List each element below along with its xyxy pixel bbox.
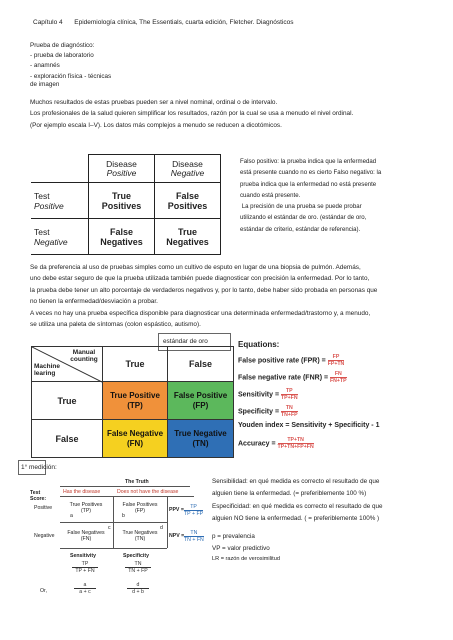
paragraph-2 (30, 262, 377, 330)
para-line: uno debe estar seguro de que la prueba utilizada también puede diagnosticar con precisión la enfermedad. Por lo tanto, (30, 275, 370, 283)
def-line: p = prevalencia (212, 533, 255, 540)
cell-c: c (108, 525, 111, 531)
gold-standard-label: estándar de oro (158, 333, 231, 351)
specificity-label: Specificity (123, 553, 149, 559)
para-line: la prueba debe tener un alto porcentaje de verdaderos negativos y, por lo tanto, debe haber sido probada en personas que (30, 286, 378, 294)
truth-title: The Truth (125, 479, 149, 485)
equation-specificity: Specificity = $\frac{TN}{TN+FP}$ (238, 405, 298, 418)
sensitivity-alt-fraction: $\frac{a}{a + c}$ (74, 582, 96, 595)
equation-fpr: False positive rate (FPR) = $\frac{FP}{FP+TN}$ (238, 354, 345, 367)
corner-top-label: Manual counting (70, 349, 98, 363)
npv-fraction: $\frac{TN}{TN + FN}$ (184, 530, 204, 543)
ppv-fraction: $\frac{TP}{TP + FP}$ (184, 504, 204, 517)
row-header: Test Negative (31, 219, 89, 255)
false-negatives-cell: False Negatives (89, 219, 155, 255)
def-line: LR = razón de verosimilitud (212, 556, 280, 562)
note-line: Falso positivo: la prueba indica que la enfermedad (240, 158, 377, 165)
note-line: alguien NO tiene la enfermedad. ( = preferiblemente 100% ) (212, 514, 380, 522)
specificity-fraction: $\frac{TN}{TN + FP}$ (125, 561, 151, 574)
positive-row-label: Positive (34, 505, 53, 511)
note-line: La precisión de una prueba se puede probar (240, 203, 362, 211)
equation-accuracy: Accuracy = $\frac{TP+TN}{TP+TN+FP+FN}$ (238, 437, 314, 450)
equations-title: Equations: (238, 340, 280, 349)
fn-cell: False Negatives (FN) (67, 530, 105, 542)
corner-bottom-label: Machine learing (34, 363, 61, 377)
note-line: está presente cuando no es cierto Falso negativo: la (240, 169, 382, 177)
intro-line: - exploración física - técnicas (30, 72, 112, 80)
definitions (212, 531, 280, 565)
matrix-row-header: True (31, 381, 103, 420)
row-header: Test Positive (31, 183, 89, 219)
equation-youden: Youden index = Sensitivity + Specificity - 1 (238, 422, 380, 429)
para-line: se utiliza una paleta de síntomas (colon espástico, autismo). (30, 321, 201, 329)
side-notes (240, 156, 381, 235)
truth-table (30, 478, 210, 608)
false-positive-cell: False Positive (FP) (167, 381, 234, 420)
note-line: Especificidad: en qué medida es correcto el resultado de que (212, 502, 383, 510)
tn-cell: True Negatives (TN) (122, 530, 158, 542)
note-line: alguien tiene la enfermedad. (= preferiblemente 100 %) (212, 490, 367, 498)
note-line: prueba indica que la enfermedad no está presente (240, 180, 377, 188)
npv-label: NPV = (169, 533, 185, 539)
sens-spec-notes (212, 476, 382, 525)
para-line: Muchos resultados de estas pruebas pueden ser a nivel nominal, ordinal o de intervalo. (30, 99, 278, 106)
true-negatives-cell: True Negatives (155, 219, 221, 255)
intro-line: Prueba de diagnóstico: (30, 42, 95, 49)
para-line: no tienen la enfermedad/desviación a probar. (30, 298, 158, 306)
ppv-label: PPV = (169, 507, 184, 513)
matrix-row-header: False (31, 419, 103, 458)
intro-line: - anamnés (30, 62, 60, 70)
para-line: A veces no hay una prueba específica disponible para diagnosticar una determinada enfermedad/trastorno y, a menudo, (30, 309, 371, 317)
note-line: cuando está presente. (240, 191, 301, 199)
matrix-col-header: True (102, 346, 168, 382)
cell-d: d (160, 525, 163, 531)
col-header: Disease Negative (155, 155, 221, 183)
cell-a: a (70, 513, 73, 519)
has-disease-header: Has the disease (63, 489, 101, 495)
para-line: (Por ejemplo escala I–V). Los datos más complejos a menudo se reducen a dicotómicos. (30, 121, 282, 129)
intro-line: - prueba de laboratorio (30, 52, 94, 60)
note-line: Sensibilidad: en qué medida es correcto el resultado de que (212, 478, 380, 485)
true-negative-cell: True Negative (TN) (167, 419, 234, 458)
confusion-matrix (31, 346, 234, 458)
note-line: estándar de criterio, estándar de referencia). (240, 225, 361, 233)
note-line: utilizando el estándar de oro. (estándar de oro, (240, 214, 367, 222)
false-negative-cell: False Negative (FN) (102, 419, 168, 458)
diagnosis-table (31, 154, 221, 255)
false-positives-cell: False Positives (155, 183, 221, 219)
intro-list (30, 40, 111, 90)
paragraph-1 (30, 97, 353, 131)
negative-row-label: Negative (34, 533, 55, 539)
sensitivity-label: Sensitivity (70, 553, 96, 559)
def-line: VP = valor predictivo (212, 545, 270, 552)
sensitivity-fraction: $\frac{TP}{TP + FN}$ (72, 561, 98, 574)
chapter-label: Capítulo 4 (33, 19, 63, 26)
cell-b: b (122, 513, 125, 519)
col-header: Disease Positive (89, 155, 155, 183)
true-positive-cell: True Positive (TP) (102, 381, 168, 420)
equation-sensitivity: Sensitivity = $\frac{TP}{TP+FN}$ (238, 388, 298, 401)
header (33, 19, 293, 26)
specificity-alt-fraction: $\frac{d}{d + b}$ (127, 582, 149, 595)
tp-cell: True Positives (TP) (69, 502, 103, 514)
equations-panel (238, 340, 448, 454)
first-measure-label: 1° medición: (18, 460, 46, 475)
header-title: Epidemiología clínica, The Essentials, cuarta edición, Fletcher. Diagnósticos (74, 19, 294, 26)
no-disease-header: Does not have the disease (117, 489, 179, 495)
equation-fnr: False negative rate (FNR) = $\frac{FN}{FN+TP}$ (238, 371, 347, 384)
matrix-corner (31, 346, 103, 382)
para-line: Se da preferencia al uso de pruebas simples como un cultivo de esputo en lugar de una biopsia de pulmón. Además, (30, 264, 361, 271)
fp-cell: False Positives (FP) (122, 502, 158, 514)
or-label: Or, (40, 588, 47, 594)
matrix-col-header: False (167, 346, 234, 382)
test-score-label: Test Score: (30, 490, 47, 502)
true-positives-cell: True Positives (89, 183, 155, 219)
intro-line: de imagen (30, 80, 60, 88)
para-line: Los profesionales de la salud quieren simplificar los resultados, razón por la cual se usa a menudo el nivel ordinal. (30, 110, 354, 118)
